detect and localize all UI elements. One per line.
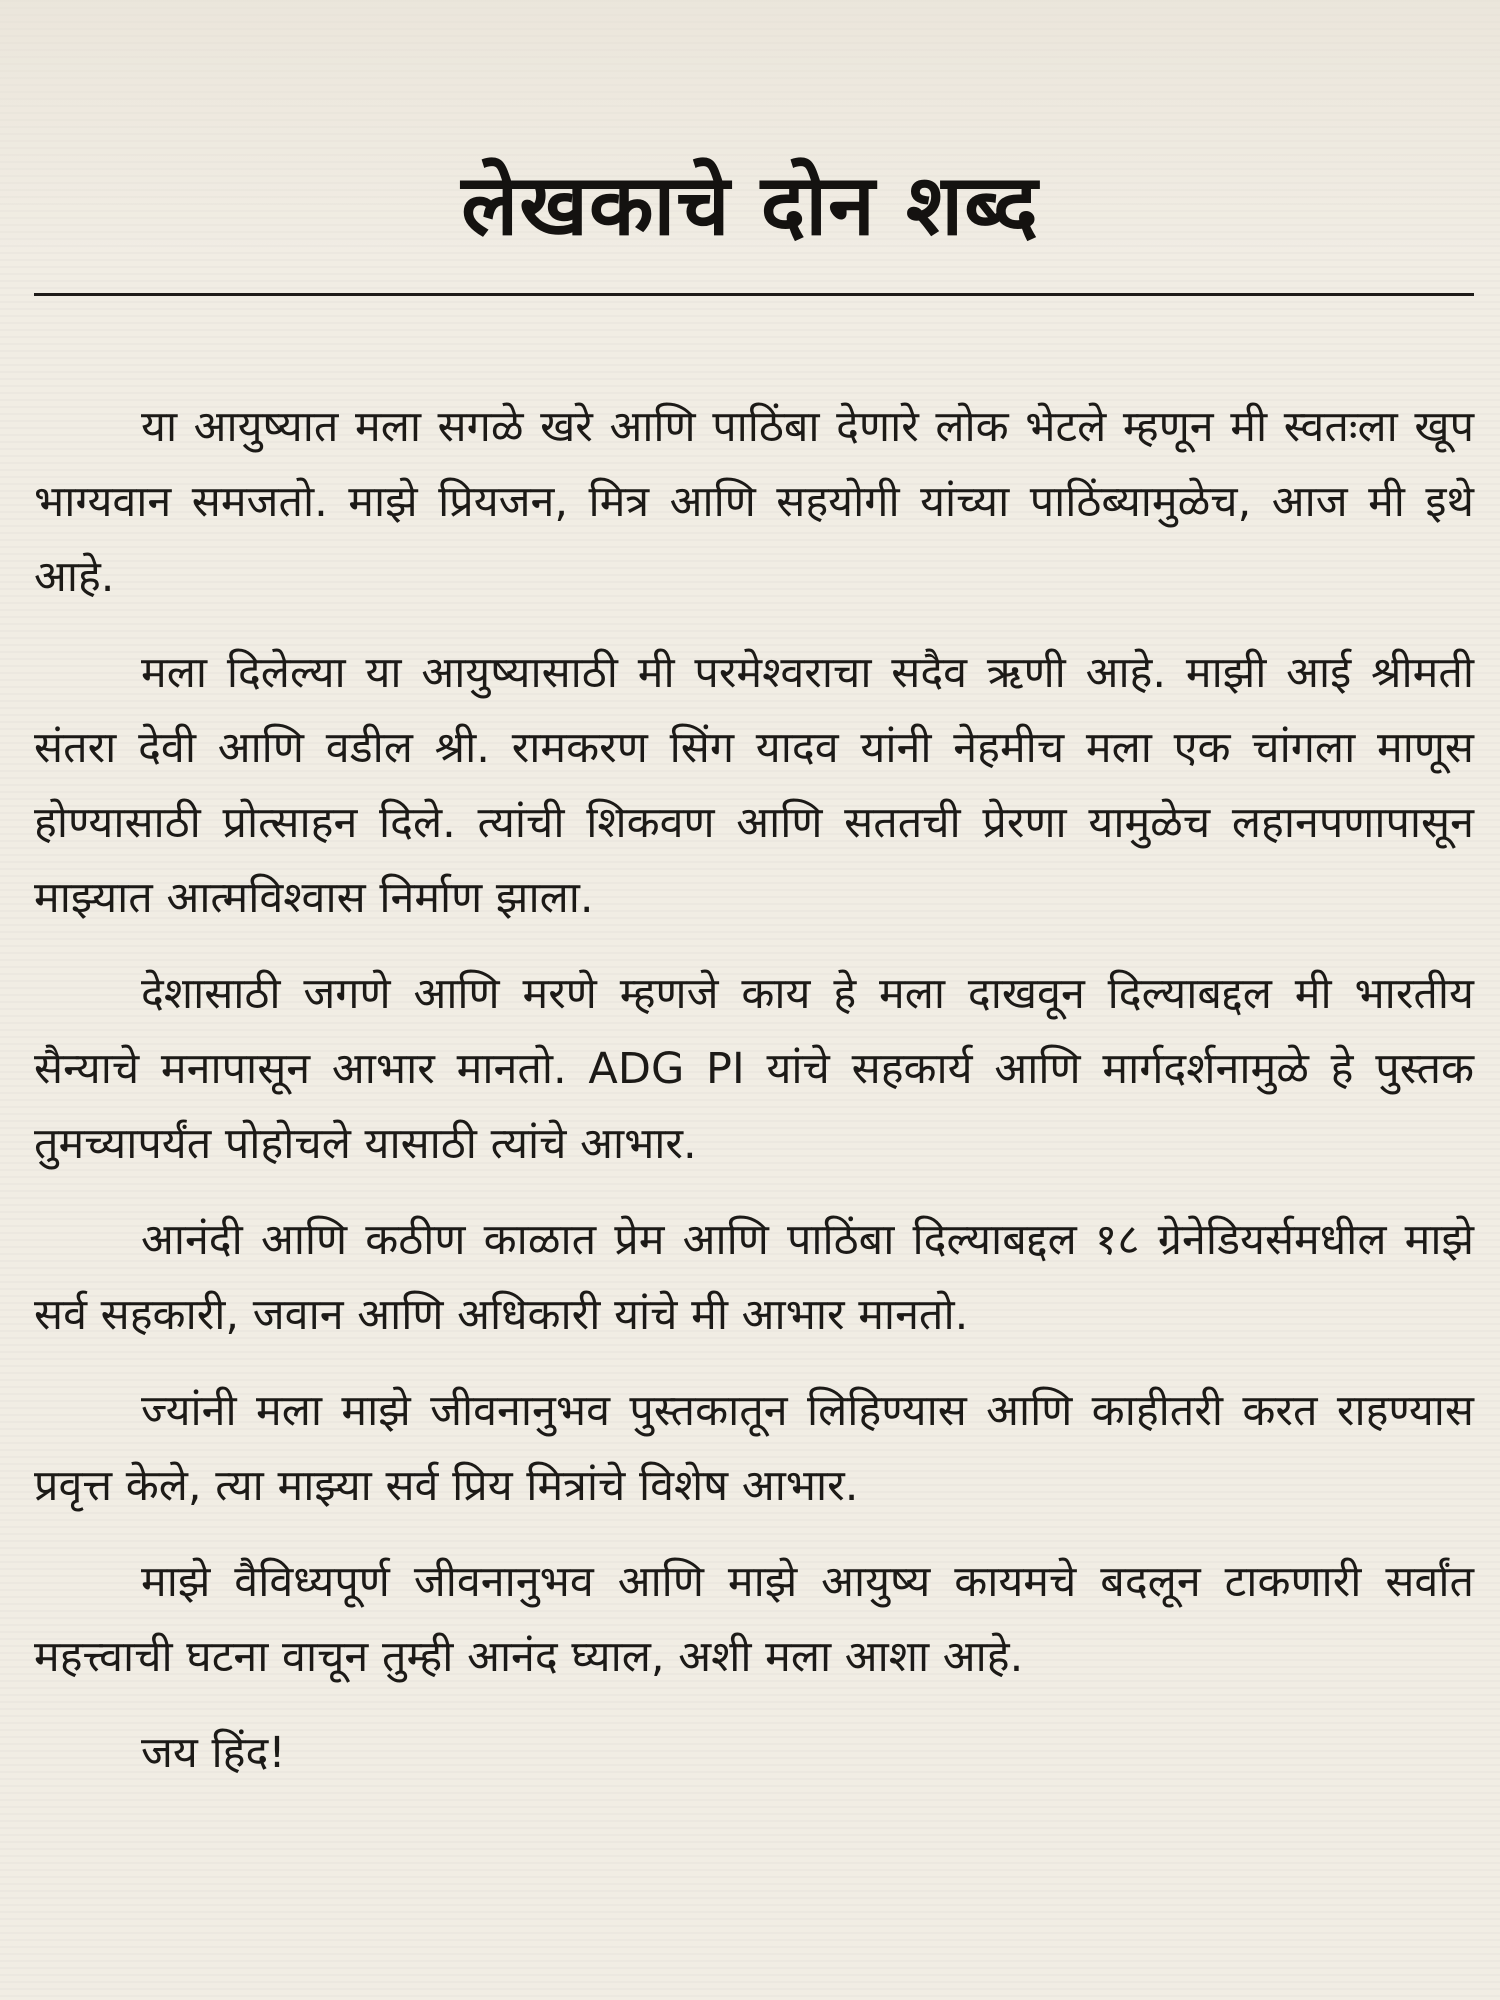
page-title: लेखकाचे दोन शब्द xyxy=(461,156,1039,254)
title-divider xyxy=(34,293,1474,296)
paragraph-parents: मला दिलेल्या या आयुष्यासाठी मी परमेश्वराचा सदैव ऋणी आहे. माझी आई श्रीमती संतरा देवी आणि वडील श्री. रामकरण सिंग यादव यांनी नेहमीच मला एक चांगला माणूस होण्यासाठी प्रोत्साहन दिले. त्यांची शिकवण आणि सततची प्रेरणा यामुळेच लहानपणापासून माझ्यात आत्मविश्वास निर्माण झाला. xyxy=(34,648,1474,923)
paragraph-gratitude-people: या आयुष्यात मला सगळे खरे आणि पाठिंबा देणारे लोक भेटले म्हणून मी स्वतःला खूप भाग्यवान समजतो. माझे प्रियजन, मित्र आणि सहयोगी यांच्या पाठिंब्यामुळेच, आज मी इथे आहे. xyxy=(34,402,1474,602)
paragraph-indian-army: देशासाठी जगणे आणि मरणे म्हणजे काय हे मला दाखवून दिल्याबद्दल मी भारतीय सैन्याचे मनापासून आभार मानतो. ADG PI यांचे सहकार्य आणि मार्गदर्शनामुळे हे पुस्तक तुमच्यापर्यंत पोहोचले यासाठी त्यांचे आभार. xyxy=(34,969,1474,1169)
paragraph-friends: ज्यांनी मला माझे जीवनानुभव पुस्तकातून लिहिण्यास आणि काहीतरी करत राहण्यास प्रवृत्त केले, त्या माझ्या सर्व प्रिय मित्रांचे विशेष आभार. xyxy=(34,1386,1474,1511)
body-text xyxy=(34,390,1474,1791)
paragraph-grenadiers: आनंदी आणि कठीण काळात प्रेम आणि पाठिंबा दिल्याबद्दल १८ ग्रेनेडियर्समधील माझे सर्व सहकारी, जवान आणि अधिकारी यांचे मी आभार मानतो. xyxy=(34,1215,1474,1340)
paragraph-hope: माझे वैविध्यपूर्ण जीवनानुभव आणि माझे आयुष्य कायमचे बदलून टाकणारी सर्वांत महत्त्वाची घटना वाचून तुम्ही आनंद घ्याल, अशी मला आशा आहे. xyxy=(34,1557,1474,1682)
paragraph-jai-hind: जय हिंद! xyxy=(141,1728,286,1778)
